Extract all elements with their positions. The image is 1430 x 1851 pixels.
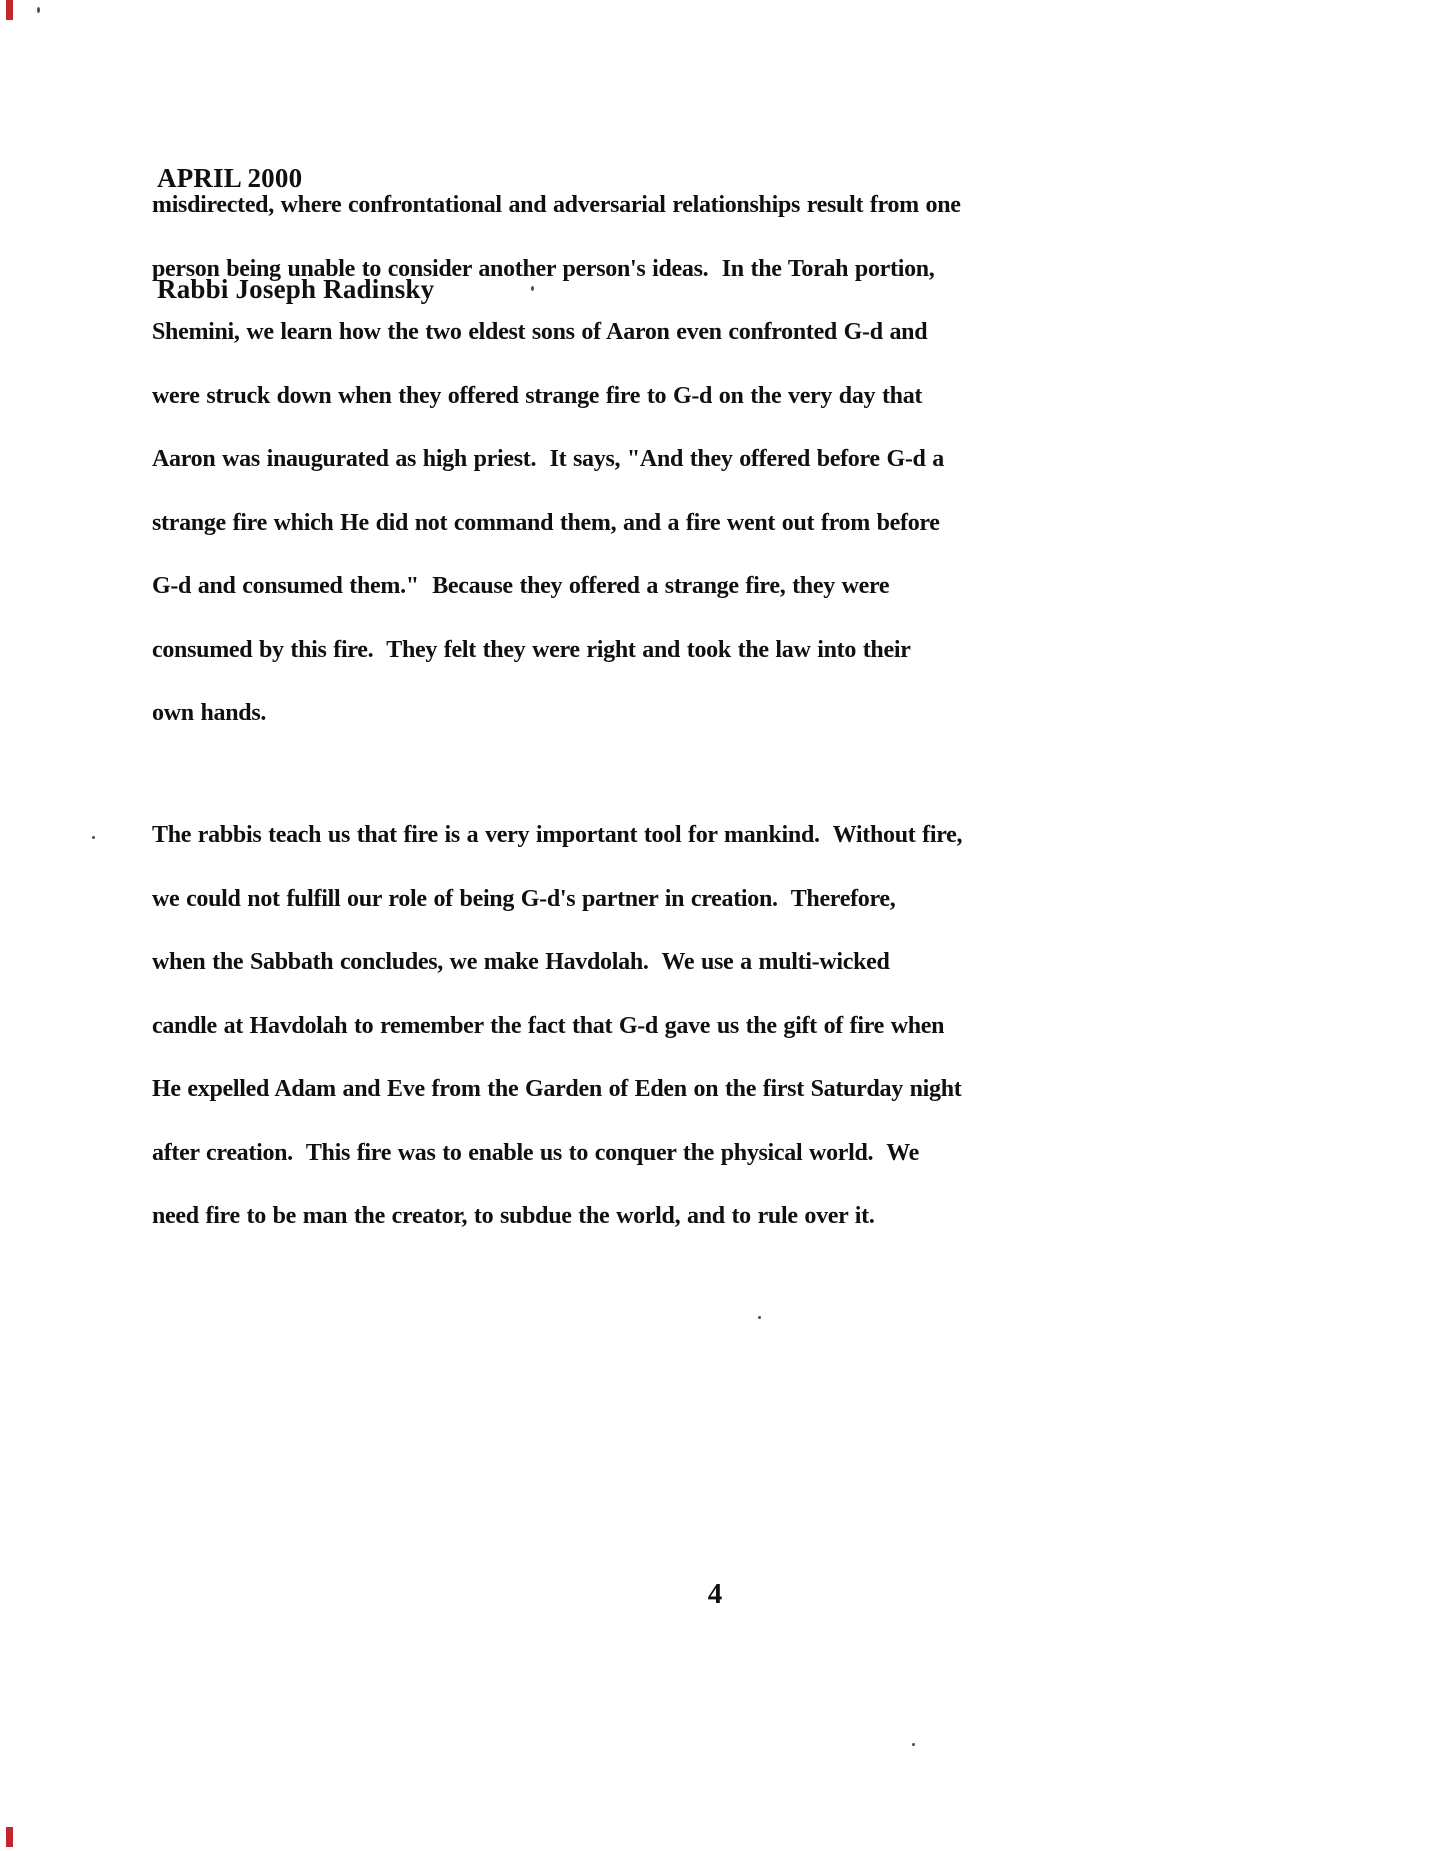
scan-speck [758, 1316, 761, 1319]
text-line: The rabbis teach us that fire is a very important tool for mankind. Without fire, [152, 822, 963, 848]
text-line: G-d and consumed them." Because they offered a strange fire, they were [152, 573, 890, 599]
text-line: person being unable to consider another person's ideas. In the Torah portion, [152, 255, 935, 282]
text-line: own hands. [152, 700, 267, 726]
text-line: were struck down when they offered strange fire to G-d on the very day that [152, 382, 923, 409]
text-line: when the Sabbath concludes, we make Havdolah. We use a multi-wicked [152, 949, 890, 975]
text-line: Aaron was inaugurated as high priest. It says, "And they offered before G-d a [152, 446, 944, 472]
scan-edge-mark-top [6, 0, 13, 20]
page-number: 4 [707, 1578, 723, 1610]
text-line: He expelled Adam and Eve from the Garden of Eden on the first Saturday night [152, 1076, 962, 1102]
paragraph-2 [152, 804, 1152, 1249]
header-author-line: Rabbi Joseph Radinsky [157, 274, 435, 304]
text-line: Shemini, we learn how the two eldest sons of Aaron even confronted G-d and [152, 319, 928, 345]
scan-speck [37, 7, 40, 13]
scan-edge-mark-bottom [6, 1827, 13, 1847]
text-line: after creation. This fire was to enable us to conquer the physical world. We [152, 1139, 919, 1166]
paragraph-1 [152, 174, 1152, 746]
text-line: we could not fulfill our role of being G-d's partner in creation. Therefore, [152, 885, 896, 912]
text-line: strange fire which He did not command them, and a fire went out from before [152, 509, 940, 536]
text-line: need fire to be man the creator, to subdue the world, and to rule over it. [152, 1203, 875, 1229]
header-date-line: APRIL 2000 [157, 163, 303, 193]
text-line: candle at Havdolah to remember the fact that G-d gave us the gift of fire when [152, 1012, 945, 1039]
scan-speck [912, 1743, 915, 1746]
text-line: misdirected, where confrontational and adversarial relationships result from one [152, 192, 961, 218]
scan-speck [92, 836, 95, 839]
text-line: consumed by this fire. They felt they were right and took the law into their [152, 636, 911, 663]
